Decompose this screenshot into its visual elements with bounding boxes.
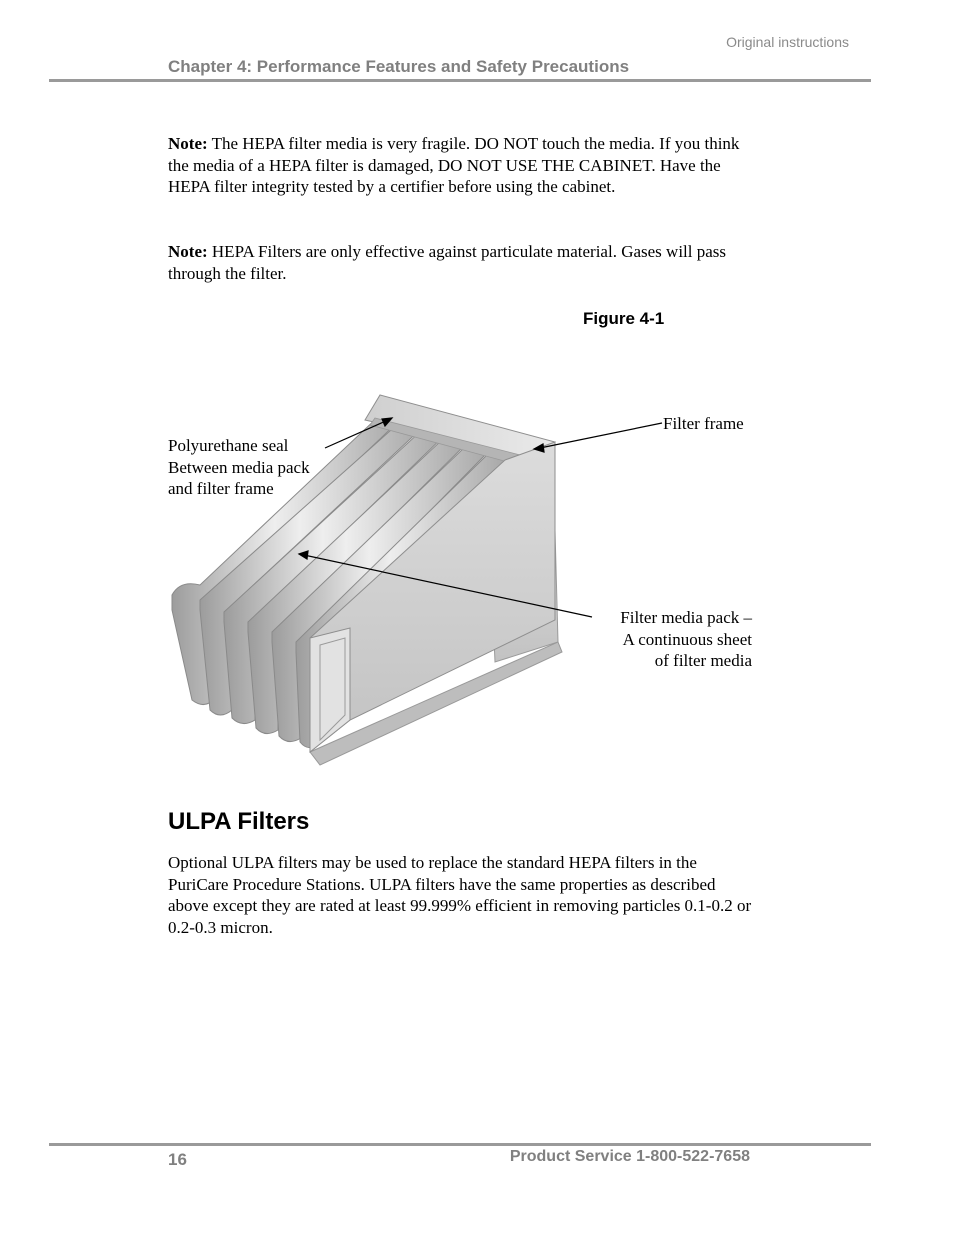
callout-line: Filter media pack –: [620, 608, 752, 627]
callout-polyurethane-seal: [168, 435, 310, 500]
callout-line: Between media pack: [168, 457, 310, 477]
note-text: The HEPA filter media is very fragile. DO NOT touch the media. If you think the media of a HEPA filter is damaged, DO NOT USE THE CABINET. Have the HEPA filter integrity tested by a certifier before using the cabinet.: [168, 134, 740, 197]
note-particulate: [168, 241, 758, 284]
note-label: Note:: [168, 242, 208, 261]
original-instructions-label: Original instructions: [726, 34, 849, 50]
callout-line: A continuous sheet: [622, 629, 752, 649]
callout-line: and filter frame: [168, 479, 274, 499]
callout-line: Filter frame: [663, 414, 744, 433]
frame-front-edge: [310, 628, 350, 752]
figure-caption: Figure 4-1: [583, 309, 665, 328]
note-label: Note:: [168, 134, 208, 153]
page-number: 16: [168, 1150, 187, 1169]
callout-filter-media-pack: [620, 607, 752, 672]
header-divider: [49, 79, 871, 82]
callout-filter-frame: [663, 413, 744, 435]
section-heading-ulpa: ULPA Filters: [168, 808, 310, 835]
section-body-ulpa: Optional ULPA filters may be used to replace the standard HEPA filters in the PuriCare Procedure Stations. ULPA filters have the same properties as described above except they are rated at least 99.999% efficient in removing particles 0.1-0.2 or 0.2-0.3 micron.: [168, 853, 752, 938]
chapter-title: Chapter 4: Performance Features and Safety Precautions: [168, 57, 630, 76]
footer-divider: [49, 1143, 871, 1146]
product-service-line: Product Service 1-800-522-7658: [509, 1148, 750, 1165]
callout-line: Polyurethane seal: [168, 436, 289, 455]
callout-line: of filter media: [654, 651, 752, 671]
note-fragile-media: [168, 133, 758, 198]
note-text: HEPA Filters are only effective against particulate material. Gases will pass through the filter.: [168, 242, 727, 283]
